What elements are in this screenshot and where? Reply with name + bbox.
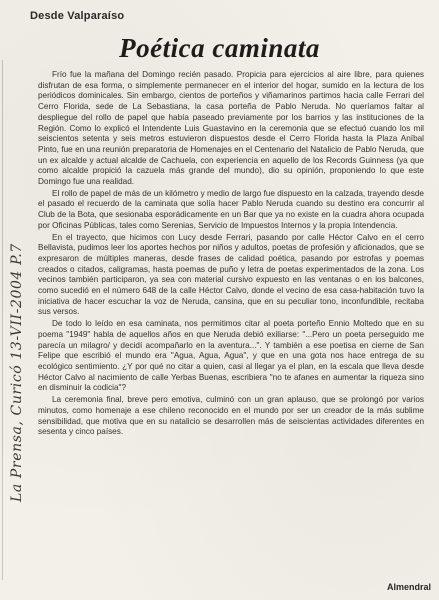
author-signature: Almendral (386, 582, 431, 592)
paragraph: El rollo de papel de más de un kilómetro y medio de largo fue dispuesto en la calzada, trayendo desde el pasado el recuerdo de la caminata que solía hacer Pablo Neruda cuando su destino era concurrir al Club de la Bota, que sesionaba esporádicamente en un Bar que ya no existe en la cuadra ahora ocupada por Oficinas Públicas, tales como Serenias, Servicio de Impuestos Internos y la propia Intendencia. (38, 188, 424, 230)
article-body (38, 70, 424, 439)
paragraph: En el trayecto, que hicimos con Lucy desde Ferrari, pasando por calle Héctor Calvo en el cerro Bellavista, pudimos leer los aportes hechos por niños y adultos, poetas de profesión y aficionados, que se expresaron de múltiples maneras, desde frases de calidad poética, pasando por estrofas y poemas creados o citados, caligramas, hasta poemas de puño y letra de poetas experimentados de la zona. Los vecinos también participaron, ya sea con material cursivo expuesto en las ventanas o en los balcones, como sucedió en el número 648 de la calle Héctor Calvo, donde el vecino de esa casa-habitación tuvo la iniciativa de hacer escuchar la voz de Neruda, cansina, que en su peculiar tono, inconfundible, recitaba sus versos. (38, 232, 424, 317)
clipping-edge (2, 60, 3, 580)
section-header: Desde Valparaíso (30, 10, 125, 22)
handwritten-source-note: La Prensa, Curicó 13-VII-2004 P.7 (9, 243, 25, 502)
paragraph: De todo lo leído en esa caminata, nos permitimos citar al poeta porteño Ennio Moltedo que en su poema "1949" habla de aquellos años en que Neruda debió exiliarse: "...Pero un poeta perseguido me parecía un milagro/ y decidí acompañarlo en la aventura...". Y también a ese poetisa en cierne de San Felipe que escribió el mundo era "Agua, Agua, Agua", y que en una gota nos hace entrega de su ecológico sentimiento. ¿Y por qué no citar a quien, casi al llegar ya el plan, en la escala que lleva desde Héctor Calvo al nacimiento de calle Yerbas Buenas, escribiera "no te afanes en aumentar la riqueza sino en disminuir la codicia"? (38, 319, 424, 393)
paragraph: La ceremonia final, breve pero emotiva, culminó con un gran aplauso, que se prolongó por varios minutos, como homenaje a ese chileno reconocido en el mundo por ser un creador de la más sublime sensibilidad, que motiva que en su natalicio se desarrollen más de seiscientas actividades diferentes en sesenta y cinco países. (38, 395, 424, 437)
article-title: Poética caminata (119, 33, 320, 63)
paragraph: Frío fue la mañana del Domingo recién pasado. Propicia para ejercicios al aire libre, para quienes disfrutan de esa forma, o simplemente permanecer en el interior del hogar, sumido en la lectura de los periódicos dominicales. Sin embargo, cientos de porteños y viñamarinos partimos hacia calle Ferrari del Cerro Florida, sede de La Sebastiana, la casa porteña de Pablo Neruda. No queríamos faltar al despliegue del rollo de papel que había paseado previamente por los barrios y las instituciones de la Región. Como lo explicó el Intendente Luis Guastavino en la ceremonia que se efectuó cuando los mil seiscientos setenta y seis metros estuvieron dispuestos desde el Cerro Florida hasta la Plaza Aníbal Pinto, fue en una reunión preparatoria de Homenajes en el Centenario del Natalicio de Pablo Neruda, que un ex alcalde y actual alcalde de Cachuela, con experiencia en aquello de los Records Guinness (ya que como alcalde propició la cazuela más grande del mundo), dio su opinión, proponiendo lo que este Domingo fue una realidad. (38, 70, 424, 187)
